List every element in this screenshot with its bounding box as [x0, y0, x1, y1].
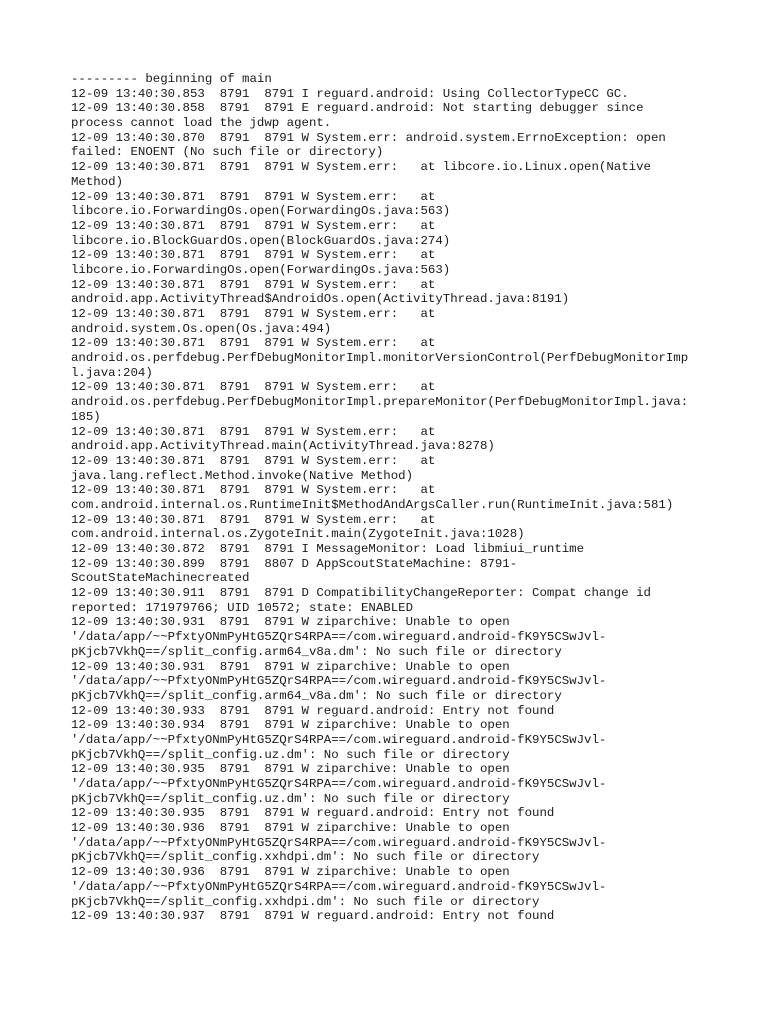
log-line: ScoutStateMachinecreated [71, 571, 250, 586]
log-line: android.os.perfdebug.PerfDebugMonitorImpl.prepareMonitor(PerfDebugMonitorImpl.java: [71, 395, 689, 410]
log-line: 12-09 13:40:30.871 8791 8791 W System.err: at [71, 424, 436, 439]
log-line: 12-09 13:40:30.937 8791 8791 W reguard.android: Entry not found [71, 909, 555, 924]
log-line: Method) [71, 174, 124, 189]
log-line: 12-09 13:40:30.871 8791 8791 W System.err: at [71, 189, 436, 204]
log-line: pKjcb7VkhQ==/split_config.arm64_v8a.dm': No such file or directory [71, 688, 562, 703]
log-line: 12-09 13:40:30.899 8791 8807 D AppScoutStateMachine: 8791- [71, 556, 518, 571]
log-line: 12-09 13:40:30.871 8791 8791 W System.err: at [71, 218, 436, 233]
log-line: pKjcb7VkhQ==/split_config.xxhdpi.dm': No such file or directory [71, 894, 540, 909]
log-line: l.java:204) [71, 365, 153, 380]
log-line: '/data/app/~~PfxtyONmPyHtG5ZQrS4RPA==/com.wireguard.android-fK9Y5CSwJvl- [71, 674, 607, 689]
logcat-text [71, 72, 711, 924]
log-line: 12-09 13:40:30.934 8791 8791 W ziparchive: Unable to open [71, 718, 510, 733]
log-line: process cannot load the jdwp agent. [71, 116, 332, 131]
log-line: android.system.Os.open(Os.java:494) [71, 321, 332, 336]
log-line: '/data/app/~~PfxtyONmPyHtG5ZQrS4RPA==/com.wireguard.android-fK9Y5CSwJvl- [71, 835, 607, 850]
log-line: 12-09 13:40:30.853 8791 8791 I reguard.android: Using CollectorTypeCC GC. [71, 86, 629, 101]
log-line: android.app.ActivityThread$AndroidOs.open(ActivityThread.java:8191) [71, 292, 570, 307]
log-line: 12-09 13:40:30.870 8791 8791 W System.err: android.system.ErrnoException: open [71, 130, 666, 145]
log-line: 12-09 13:40:30.871 8791 8791 W System.err: at [71, 307, 436, 321]
log-line: 12-09 13:40:30.872 8791 8791 I MessageMonitor: Load libmiui_runtime [71, 542, 585, 556]
log-line: 12-09 13:40:30.931 8791 8791 W ziparchive: Unable to open [71, 615, 510, 630]
log-line: android.os.perfdebug.PerfDebugMonitorImpl.monitorVersionControl(PerfDebugMonitorImp [71, 351, 689, 366]
log-line: 12-09 13:40:30.871 8791 8791 W System.err: at [71, 483, 436, 498]
log-line: '/data/app/~~PfxtyONmPyHtG5ZQrS4RPA==/com.wireguard.android-fK9Y5CSwJvl- [71, 630, 607, 645]
log-line: libcore.io.ForwardingOs.open(ForwardingOs.java:563) [71, 262, 451, 277]
log-line: 12-09 13:40:30.871 8791 8791 W System.err: at libcore.io.Linux.open(Native [71, 160, 651, 175]
log-line: 12-09 13:40:30.933 8791 8791 W reguard.android: Entry not found [71, 703, 555, 718]
log-line: pKjcb7VkhQ==/split_config.arm64_v8a.dm': No such file or directory [71, 644, 562, 659]
log-line: 12-09 13:40:30.871 8791 8791 W System.err: at [71, 512, 436, 527]
log-line: 12-09 13:40:30.871 8791 8791 W System.err: at [71, 380, 436, 395]
log-line: 12-09 13:40:30.935 8791 8791 W reguard.android: Entry not found [71, 806, 555, 821]
log-line: pKjcb7VkhQ==/split_config.uz.dm': No such file or directory [71, 791, 510, 806]
log-line: com.android.internal.os.ZygoteInit.main(ZygoteInit.java:1028) [71, 527, 525, 542]
log-line: 12-09 13:40:30.871 8791 8791 W System.err: at [71, 453, 436, 468]
log-line: 12-09 13:40:30.936 8791 8791 W ziparchive: Unable to open [71, 865, 510, 880]
log-line: 12-09 13:40:30.871 8791 8791 W System.err: at [71, 248, 436, 263]
log-line: 12-09 13:40:30.931 8791 8791 W ziparchive: Unable to open [71, 659, 510, 674]
log-line: pKjcb7VkhQ==/split_config.xxhdpi.dm': No such file or directory [71, 850, 540, 865]
log-line: 12-09 13:40:30.935 8791 8791 W ziparchive: Unable to open [71, 762, 510, 777]
log-line: '/data/app/~~PfxtyONmPyHtG5ZQrS4RPA==/com.wireguard.android-fK9Y5CSwJvl- [71, 777, 607, 791]
log-line: com.android.internal.os.RuntimeInit$MethodAndArgsCaller.run(RuntimeInit.java:581) [71, 497, 674, 512]
log-line: 185) [71, 409, 101, 424]
log-line: android.app.ActivityThread.main(ActivityThread.java:8278) [71, 439, 495, 454]
log-line: 12-09 13:40:30.858 8791 8791 E reguard.android: Not starting debugger since [71, 101, 644, 116]
log-line: '/data/app/~~PfxtyONmPyHtG5ZQrS4RPA==/com.wireguard.android-fK9Y5CSwJvl- [71, 879, 607, 894]
log-line: '/data/app/~~PfxtyONmPyHtG5ZQrS4RPA==/com.wireguard.android-fK9Y5CSwJvl- [71, 732, 607, 747]
log-line: --------- beginning of main [71, 72, 272, 86]
log-line: reported: 171979766; UID 10572; state: ENABLED [71, 600, 414, 615]
log-line: pKjcb7VkhQ==/split_config.uz.dm': No such file or directory [71, 747, 510, 762]
log-line: 12-09 13:40:30.871 8791 8791 W System.err: at [71, 277, 436, 292]
log-line: 12-09 13:40:30.911 8791 8791 D CompatibilityChangeReporter: Compat change id [71, 586, 651, 601]
log-line: 12-09 13:40:30.871 8791 8791 W System.err: at [71, 336, 436, 351]
log-line: libcore.io.BlockGuardOs.open(BlockGuardOs.java:274) [71, 233, 451, 248]
log-line: failed: ENOENT (No such file or directory) [71, 145, 384, 160]
log-line: libcore.io.ForwardingOs.open(ForwardingOs.java:563) [71, 204, 451, 219]
log-line: 12-09 13:40:30.936 8791 8791 W ziparchive: Unable to open [71, 821, 510, 836]
log-line: java.lang.reflect.Method.invoke(Native Method) [71, 468, 414, 483]
